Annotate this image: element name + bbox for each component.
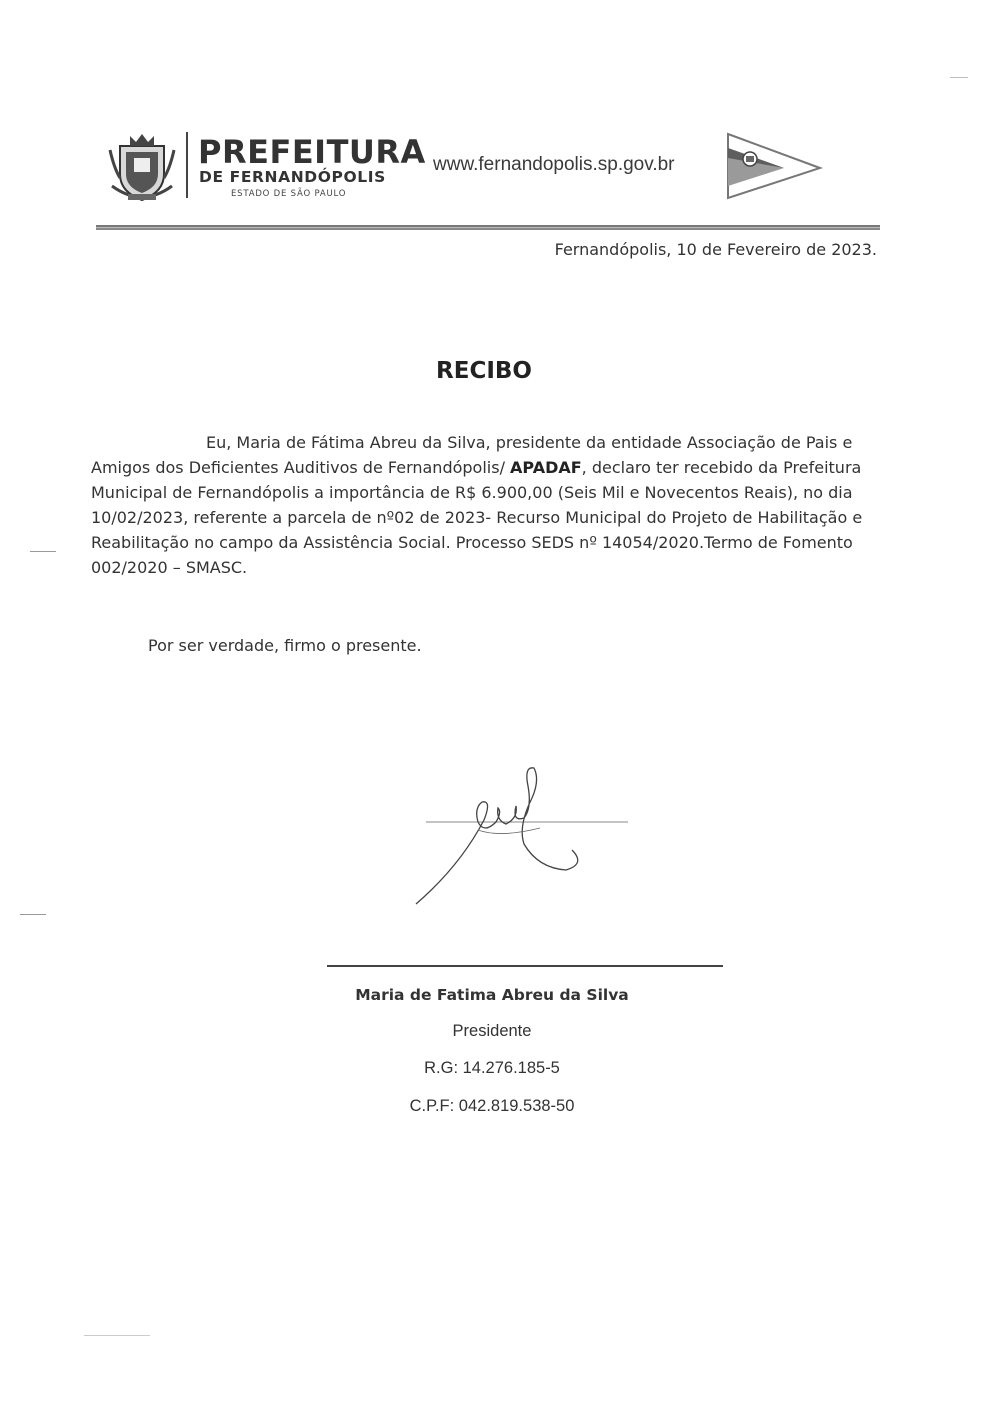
closing-statement: Por ser verdade, firmo o presente. [148,636,422,655]
body-text-part2: , declaro ter recebido da Prefeitura Municipal de Fernandópolis a importância de R$ 6.900,00 (Seis Mil e Novecentos Reais), no dia 10/02/2023, referente a parcela de nº02 de 2023- Recurso Municipal do Projeto de Habilitação e Reabilitação no campo da Assistência Social. Processo SEDS nº 14054/2020.Termo de Fomento 002/2020 – SMASC. [91,458,863,578]
header-rule [96,225,880,230]
signer-name: Maria de Fatima Abreu da Silva [355,986,629,1004]
receipt-body [91,430,891,581]
brand-subtitle: DE FERNANDÓPOLIS [199,168,386,186]
document-title: RECIBO [436,358,532,384]
signer-rg: R.G: 14.276.185-5 [424,1059,560,1077]
city-flag-icon [722,128,826,204]
header-divider [186,132,188,198]
scan-mark [84,1335,150,1336]
coat-of-arms-icon [106,128,178,204]
scan-mark [950,77,968,78]
website-url: www.fernandopolis.sp.gov.br [433,154,675,175]
receipt-paragraph [91,430,891,581]
scan-mark [20,914,46,915]
entity-acronym: APADAF [510,458,582,478]
signer-cpf: C.P.F: 042.819.538-50 [409,1097,575,1115]
scan-mark [30,551,56,552]
brand-title: PREFEITURA [198,133,426,171]
body-text-part1: Eu, Maria de Fátima Abreu da Silva, presidente da entidade Associação de Pais e Amigos dos Deficientes Auditivos de Fernandópolis/ [91,433,853,478]
signer-role: Presidente [452,1022,532,1040]
signature-line [327,965,723,967]
date-line: Fernandópolis, 10 de Fevereiro de 2023. [554,240,877,259]
handwritten-signature [400,758,640,908]
brand-state: ESTADO DE SÃO PAULO [231,189,347,199]
